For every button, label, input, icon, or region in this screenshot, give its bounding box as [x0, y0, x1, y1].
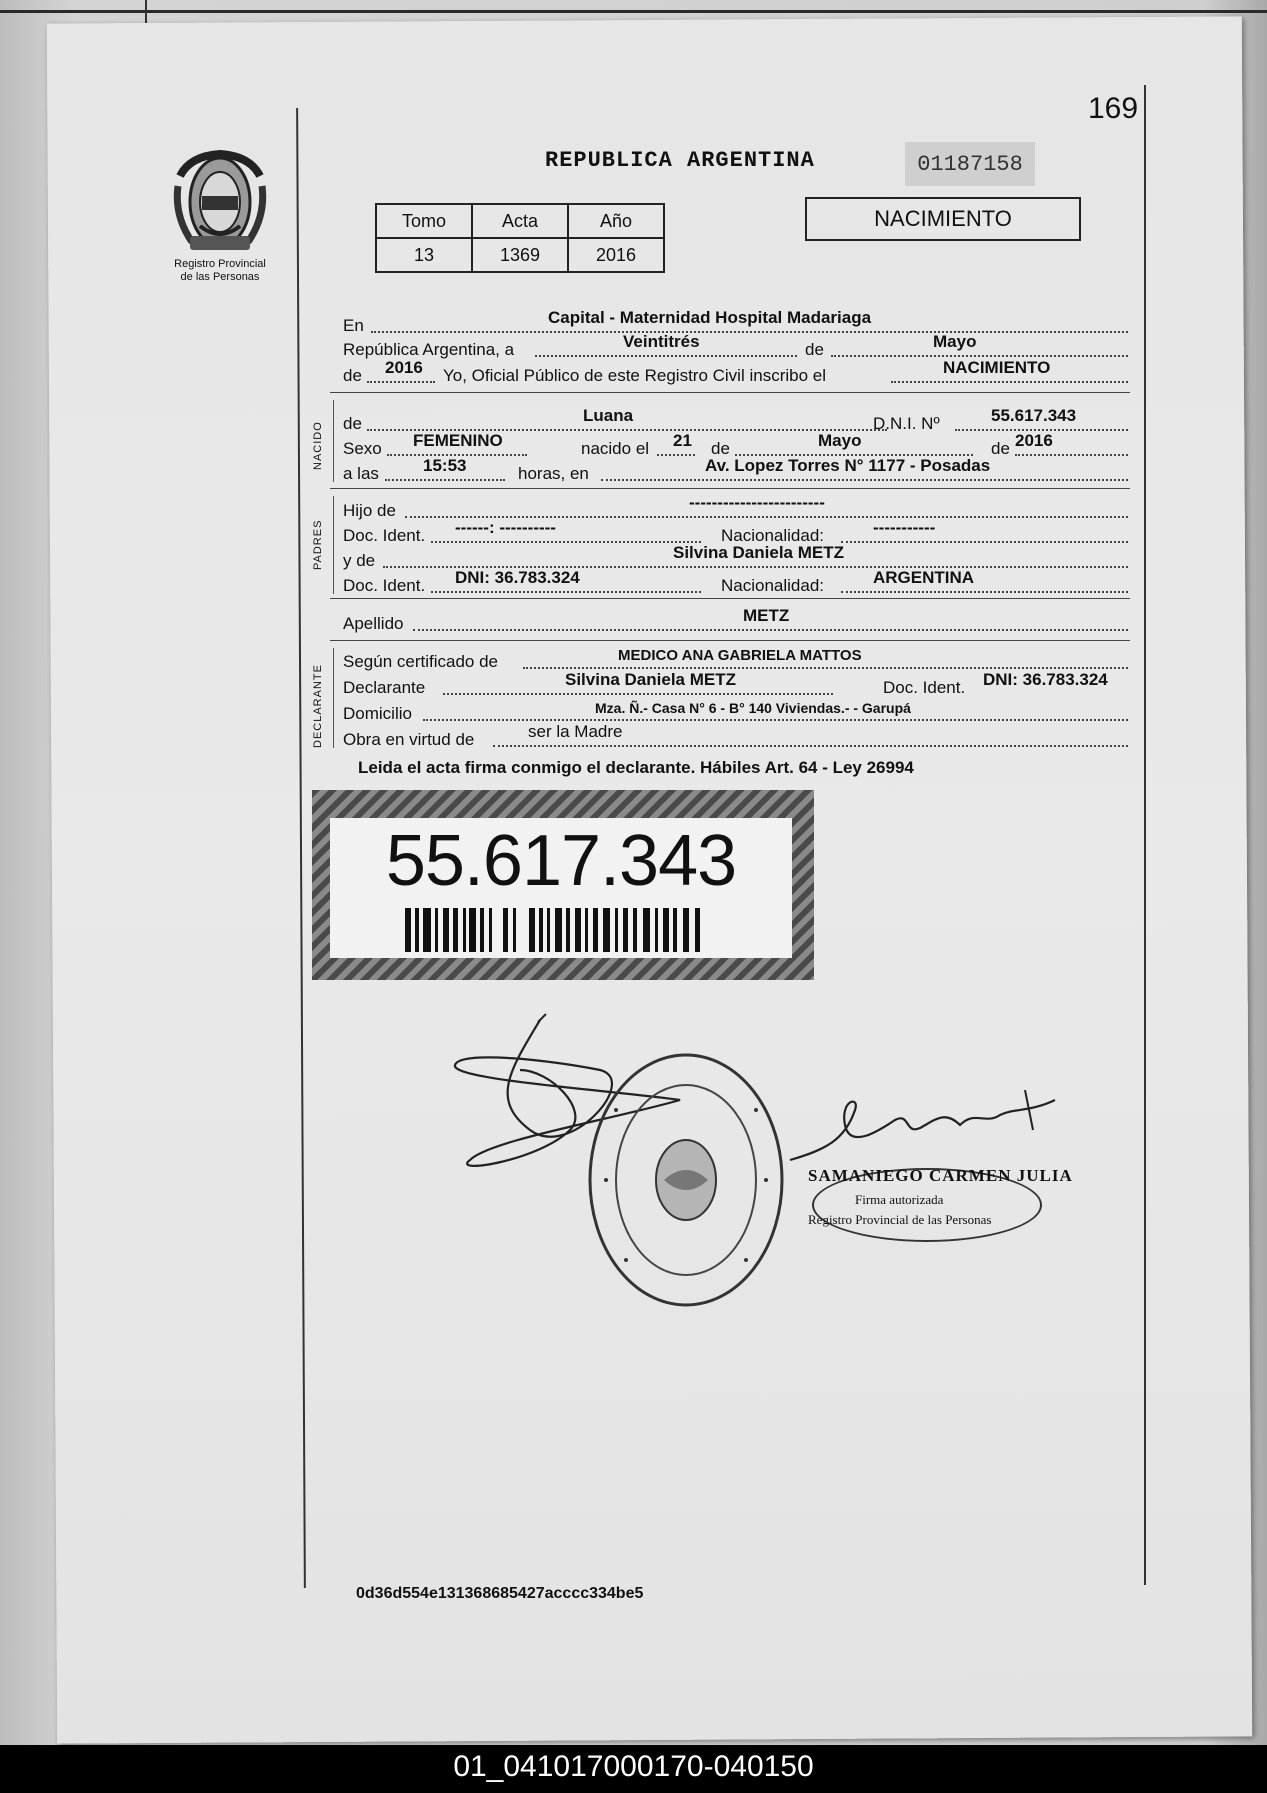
- sticker-label: [330, 818, 792, 958]
- dotted-line: [385, 479, 505, 481]
- value-birth-year: 2016: [1015, 431, 1053, 450]
- registry-value-tomo: 13: [376, 238, 472, 272]
- back-sheet-edge: [0, 10, 1267, 13]
- label-nacionalidad: Nacionalidad:: [721, 526, 825, 545]
- value-mother: Silvina Daniela METZ: [673, 543, 844, 562]
- registry-value-anio: 2016: [568, 238, 664, 272]
- row-mother-doc: [343, 568, 1128, 596]
- registry-header-acta: Acta: [472, 204, 568, 238]
- label-de: de: [343, 366, 362, 385]
- serial-number: 01187158: [905, 142, 1035, 186]
- label-doc-ident: Doc. Ident.: [343, 526, 426, 545]
- label-nacido-el: nacido el: [581, 439, 650, 458]
- label-declarante: Declarante: [343, 678, 426, 697]
- value-day-words: Veintitrés: [623, 332, 700, 351]
- value-month: Mayo: [933, 332, 977, 351]
- label-horas-en: horas, en: [518, 464, 589, 483]
- dotted-line: [523, 667, 1128, 669]
- row-declarante: [343, 670, 1128, 698]
- label-de: de: [343, 414, 362, 433]
- section-bar: [333, 400, 334, 482]
- label-apellido: Apellido: [343, 614, 404, 633]
- dotted-line: [535, 355, 797, 357]
- provincial-crest-icon: [170, 146, 270, 258]
- label-en: En: [343, 316, 364, 335]
- dotted-line: [371, 331, 1128, 333]
- dotted-line: [657, 454, 695, 456]
- value-obra: ser la Madre: [528, 722, 623, 741]
- row-time-place: [343, 456, 1128, 484]
- value-mother-nationality: ARGENTINA: [873, 568, 975, 587]
- dotted-line: [431, 541, 701, 543]
- dotted-line: [1015, 454, 1128, 456]
- crest-caption-line: Registro Provincial: [174, 258, 266, 270]
- value-birth-month: Mayo: [818, 431, 862, 450]
- value-sexo: FEMENINO: [413, 431, 503, 450]
- section-bar: [333, 648, 334, 748]
- label-doc-ident: Doc. Ident.: [883, 678, 966, 697]
- dotted-line: [841, 541, 1128, 543]
- closing-statement: Leida el acta firma conmigo el declarante. Hábiles Art. 64 - Ley 26994: [358, 758, 914, 777]
- value-mother-doc: DNI: 36.783.324: [455, 568, 580, 587]
- registry-table: [375, 203, 665, 273]
- value-certificate: MEDICO ANA GABRIELA MATTOS: [618, 647, 862, 664]
- row-domicilio: [343, 700, 1128, 724]
- section-bar: [333, 496, 334, 594]
- crest-caption-line: de las Personas: [180, 271, 260, 283]
- dotted-line: [891, 381, 1128, 383]
- row-obra: [343, 722, 1128, 750]
- dotted-line: [601, 479, 1128, 481]
- label-inscribo: Yo, Oficial Público de este Registro Civil inscribo el: [443, 366, 826, 385]
- signatory-name: SAMANIEGO CARMEN JULIA: [808, 1166, 1073, 1185]
- value-father-nationality: -----------: [873, 518, 936, 537]
- row-date: [343, 332, 1128, 360]
- label-sexo: Sexo: [343, 439, 382, 458]
- value-child-dni: 55.617.343: [991, 406, 1077, 425]
- value-declarante: Silvina Daniela METZ: [565, 670, 736, 689]
- value-father: ------------------------: [689, 493, 825, 512]
- label-nacionalidad: Nacionalidad:: [721, 576, 825, 595]
- signatory-org: Registro Provincial de las Personas: [808, 1212, 992, 1227]
- dotted-line: [423, 719, 1128, 721]
- label-de: de: [711, 439, 730, 458]
- value-father-doc: ------: ----------: [455, 518, 556, 537]
- barcode-icon: [405, 908, 705, 952]
- registry-header-tomo: Tomo: [376, 204, 472, 238]
- value-child-name: Luana: [583, 406, 634, 425]
- section-divider: [330, 640, 1130, 641]
- side-label-padres: PADRES: [312, 519, 324, 570]
- sticker-number: 55.617.343: [385, 821, 737, 901]
- dotted-line: [413, 629, 1128, 631]
- signatory-role: Firma autorizada: [855, 1192, 944, 1207]
- value-place: Capital - Maternidad Hospital Madariaga: [548, 308, 872, 327]
- section-divider: [330, 598, 1130, 599]
- label-republica: República Argentina, a: [343, 340, 515, 359]
- label-dni: D.N.I. Nº: [873, 414, 940, 433]
- label-domicilio: Domicilio: [343, 704, 412, 723]
- official-seal-icon: [586, 1050, 786, 1310]
- section-divider: [330, 488, 1130, 489]
- value-birth-address: Av. Lopez Torres N° 1177 - Posadas: [705, 456, 991, 475]
- document-hash: 0d36d554e131368685427acccc334be5: [356, 1585, 644, 1602]
- value-birth-day: 21: [673, 431, 692, 450]
- registry-header-anio: Año: [568, 204, 664, 238]
- page-number: 169: [1088, 92, 1139, 125]
- label-de: de: [805, 340, 824, 359]
- dotted-line: [831, 355, 1128, 357]
- label-de: de: [991, 439, 1010, 458]
- label-a-las: a las: [343, 464, 379, 483]
- value-apellido: METZ: [743, 606, 790, 625]
- right-margin-rule: [1144, 85, 1146, 1585]
- label-doc-ident: Doc. Ident.: [343, 576, 426, 595]
- section-divider: [330, 392, 1130, 393]
- document-title: REPUBLICA ARGENTINA: [545, 148, 815, 173]
- crest-caption: [150, 258, 290, 284]
- value-declarante-doc: DNI: 36.783.324: [983, 670, 1108, 689]
- side-label-declarante: DECLARANTE: [312, 664, 324, 748]
- value-year: 2016: [385, 358, 423, 377]
- dotted-line: [431, 591, 701, 593]
- footer-file-id: 01_041017000170-040150: [453, 1750, 814, 1783]
- label-obra-en-virtud: Obra en virtud de: [343, 730, 475, 749]
- value-time: 15:53: [423, 456, 467, 475]
- dotted-line: [841, 591, 1128, 593]
- label-y-de: y de: [343, 551, 376, 570]
- dotted-line: [367, 381, 435, 383]
- label-segun-certificado: Según certificado de: [343, 652, 498, 671]
- barcode-sticker: [312, 790, 814, 980]
- dotted-line: [443, 693, 833, 695]
- row-year: [343, 358, 1128, 386]
- row-certificate: [343, 648, 1128, 672]
- side-label-nacido: NACIDO: [312, 421, 324, 470]
- row-apellido: [343, 606, 1128, 634]
- row-place: [343, 308, 1128, 336]
- label-hijo-de: Hijo de: [343, 501, 396, 520]
- dotted-line: [493, 745, 1128, 747]
- act-type-box: NACIMIENTO: [805, 197, 1081, 241]
- value-inscribo: NACIMIENTO: [943, 358, 1051, 377]
- value-domicilio: Mza. Ñ.- Casa N° 6 - B° 140 Viviendas.- - Garupá: [595, 700, 911, 716]
- registry-value-acta: 1369: [472, 238, 568, 272]
